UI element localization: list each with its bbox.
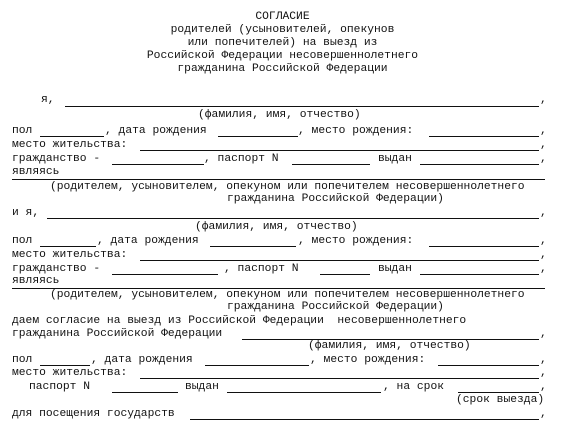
comma: , <box>540 207 547 219</box>
consent-text-2: гражданина Российской Федерации <box>12 328 223 340</box>
being-label: являясь <box>12 166 60 178</box>
and-ya-label: и я, <box>12 207 40 219</box>
comma: , <box>540 153 547 165</box>
title-line-2: родителей (усыновителей, опекунов <box>170 24 395 36</box>
citizenship-label: гражданство - <box>12 153 101 165</box>
parent-role-caption: (родителем, усыновителем, опекуном или попечителем несовершеннолетнего <box>50 181 525 193</box>
document-title: СОГЛАСИЕ <box>255 11 310 23</box>
parent1-residence-field[interactable] <box>140 150 539 151</box>
parent2-sex-field[interactable] <box>40 246 96 247</box>
sex-label: пол <box>12 354 33 366</box>
parent1-passport-field[interactable] <box>292 164 370 165</box>
travel-term-field[interactable] <box>458 392 539 393</box>
comma: , <box>540 328 547 340</box>
fio-caption: (фамилия, имя, отчество) <box>308 340 471 352</box>
parent2-name-field[interactable] <box>47 218 539 219</box>
minor-birth-date-field[interactable] <box>205 365 309 366</box>
comma: , <box>540 367 547 379</box>
sex-label: пол <box>12 125 33 137</box>
parent2-citizenship-field[interactable] <box>112 274 218 275</box>
parent2-birth-place-field[interactable] <box>429 246 539 247</box>
parent-role-caption-2: гражданина Российской Федерации) <box>227 193 444 205</box>
comma: , <box>540 263 547 275</box>
birth-date-label: , дата рождения <box>105 125 207 137</box>
parent1-name-field[interactable] <box>65 106 539 107</box>
birth-place-label: , место рождения: <box>298 125 414 137</box>
issued-label: выдан <box>378 263 412 275</box>
passport-label: паспорт N <box>29 381 91 393</box>
citizenship-label: гражданство - <box>12 263 101 275</box>
comma: , <box>540 235 547 247</box>
comma: , <box>540 139 547 151</box>
being-label: являясь <box>12 275 60 287</box>
parent-role-caption-2: гражданина Российской Федерации) <box>227 301 444 313</box>
minor-passport-field[interactable] <box>112 392 178 393</box>
parent1-issued-field[interactable] <box>420 164 539 165</box>
title-line-3: или попечителей) на выезд из <box>187 37 378 49</box>
parent2-passport-field[interactable] <box>320 274 370 275</box>
passport-label: , паспорт N <box>224 263 299 275</box>
issued-label: выдан <box>185 381 219 393</box>
birth-place-label: , место рождения: <box>298 235 414 247</box>
parent1-birth-place-field[interactable] <box>429 136 539 137</box>
birth-date-label: , дата рождения <box>91 354 193 366</box>
title-line-5: гражданина Российской Федерации <box>177 63 388 75</box>
states-label: для посещения государств <box>12 408 175 420</box>
minor-residence-field[interactable] <box>140 378 539 379</box>
residence-label: место жительства: <box>12 139 128 151</box>
comma: , <box>540 381 547 393</box>
consent-text: даем согласие на выезд из Российской Федерации несовершеннолетнего <box>12 315 467 327</box>
destination-states-field[interactable] <box>190 419 539 420</box>
term-caption: (срок выезда) <box>456 394 545 406</box>
comma: , <box>540 249 547 261</box>
birth-place-label: , место рождения: <box>310 354 426 366</box>
minor-birth-place-field[interactable] <box>438 365 539 366</box>
sex-label: пол <box>12 235 33 247</box>
minor-issued-field[interactable] <box>227 392 381 393</box>
fio-caption: (фамилия, имя, отчество) <box>195 221 358 233</box>
comma: , <box>540 354 547 366</box>
term-label: , на срок <box>383 381 445 393</box>
parent1-birth-date-field[interactable] <box>218 136 298 137</box>
birth-date-label: , дата рождения <box>97 235 199 247</box>
ya-label: я, <box>41 94 55 106</box>
passport-label: , паспорт N <box>204 153 279 165</box>
residence-label: место жительства: <box>12 249 128 261</box>
parent1-sex-field[interactable] <box>40 136 104 137</box>
issued-label: выдан <box>378 153 412 165</box>
parent2-issued-field[interactable] <box>420 274 539 275</box>
title-line-4: Российской Федерации несовершеннолетнего <box>146 50 419 62</box>
comma: , <box>540 125 547 137</box>
parent2-birth-date-field[interactable] <box>210 246 296 247</box>
parent1-citizenship-field[interactable] <box>112 164 204 165</box>
residence-label: место жительства: <box>12 367 128 379</box>
parent2-residence-field[interactable] <box>140 260 539 261</box>
comma: , <box>540 408 547 420</box>
minor-sex-field[interactable] <box>40 365 90 366</box>
comma: , <box>540 94 547 106</box>
parent1-role-field[interactable] <box>12 179 545 180</box>
parent-role-caption: (родителем, усыновителем, опекуном или попечителем несовершеннолетнего <box>50 289 525 301</box>
fio-caption: (фамилия, имя, отчество) <box>198 109 361 121</box>
